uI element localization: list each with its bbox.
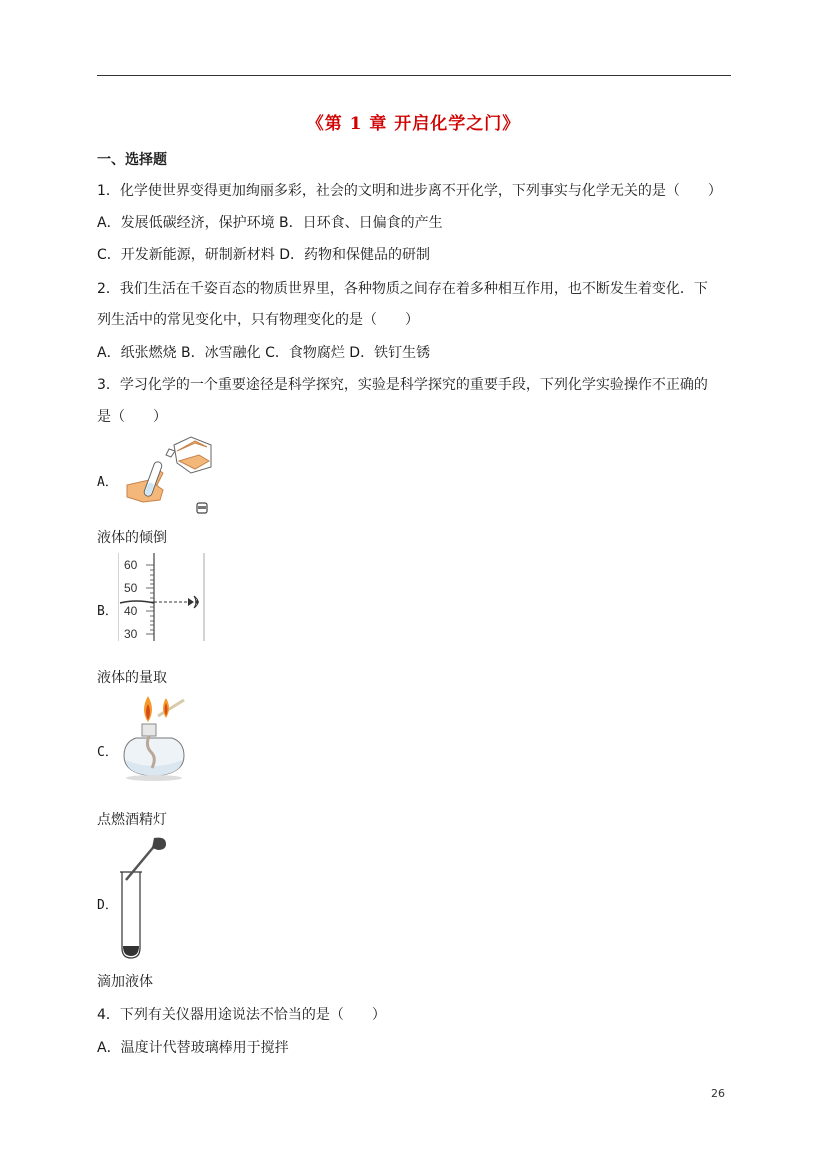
q2-stem-line2: 列生活中的常见变化中，只有物理变化的是（ ）: [97, 312, 419, 328]
scale-tick-30: 30: [124, 627, 138, 641]
q3-option-d-caption: 滴加液体: [97, 974, 153, 990]
q2-stem-line1: 2．我们生活在千姿百态的物质世界里，各种物质之间存在着多种相互作用，也不断发生着变化．下: [97, 281, 708, 297]
header-rule: [97, 75, 731, 76]
measuring-cylinder-figure: [118, 553, 208, 641]
q3-option-b-label: B．: [97, 604, 118, 619]
q2-options: A．纸张燃烧 B．冰雪融化 C．食物腐烂 D．铁钉生锈: [97, 345, 431, 361]
q3-option-c-label: C．: [97, 745, 118, 760]
chapter-title: 《第 1 章 开启化学之门》: [306, 114, 521, 134]
q3-option-d-label: D．: [97, 898, 118, 913]
alcohol-lamp-figure: [118, 694, 192, 784]
q3-option-a-label: A．: [97, 475, 118, 490]
q4-option-a: A．温度计代替玻璃棒用于搅拌: [97, 1040, 289, 1056]
q3-option-b-caption: 液体的量取: [97, 670, 167, 686]
q3-stem-line2: 是（ ）: [97, 409, 167, 425]
scale-tick-40: 40: [124, 604, 138, 618]
q1-stem: 1．化学使世界变得更加绚丽多彩，社会的文明和进步离不开化学，下列事实与化学无关的是（ ）: [97, 183, 722, 199]
q1-options-line1: A．发展低碳经济，保护环境 B．日环食、日偏食的产生: [97, 215, 443, 231]
scale-tick-60: 60: [124, 558, 138, 572]
q3-option-c-caption: 点燃酒精灯: [97, 812, 167, 828]
q1-options-line2: C．开发新能源，研制新材料 D．药物和保健品的研制: [97, 247, 431, 263]
q3-stem-line1: 3．学习化学的一个重要途径是科学探究，实验是科学探究的重要手段，下列化学实验操作不正确的: [97, 377, 708, 393]
dropper-test-tube-figure: [118, 836, 174, 960]
scale-tick-50: 50: [124, 581, 138, 595]
liquid-pouring-figure: [119, 433, 215, 519]
section-heading: 一、选择题: [97, 152, 167, 168]
q3-option-a-caption: 液体的倾倒: [97, 530, 167, 546]
page-number: 26: [711, 1087, 725, 1100]
q4-stem: 4．下列有关仪器用途说法不恰当的是（ ）: [97, 1007, 386, 1023]
